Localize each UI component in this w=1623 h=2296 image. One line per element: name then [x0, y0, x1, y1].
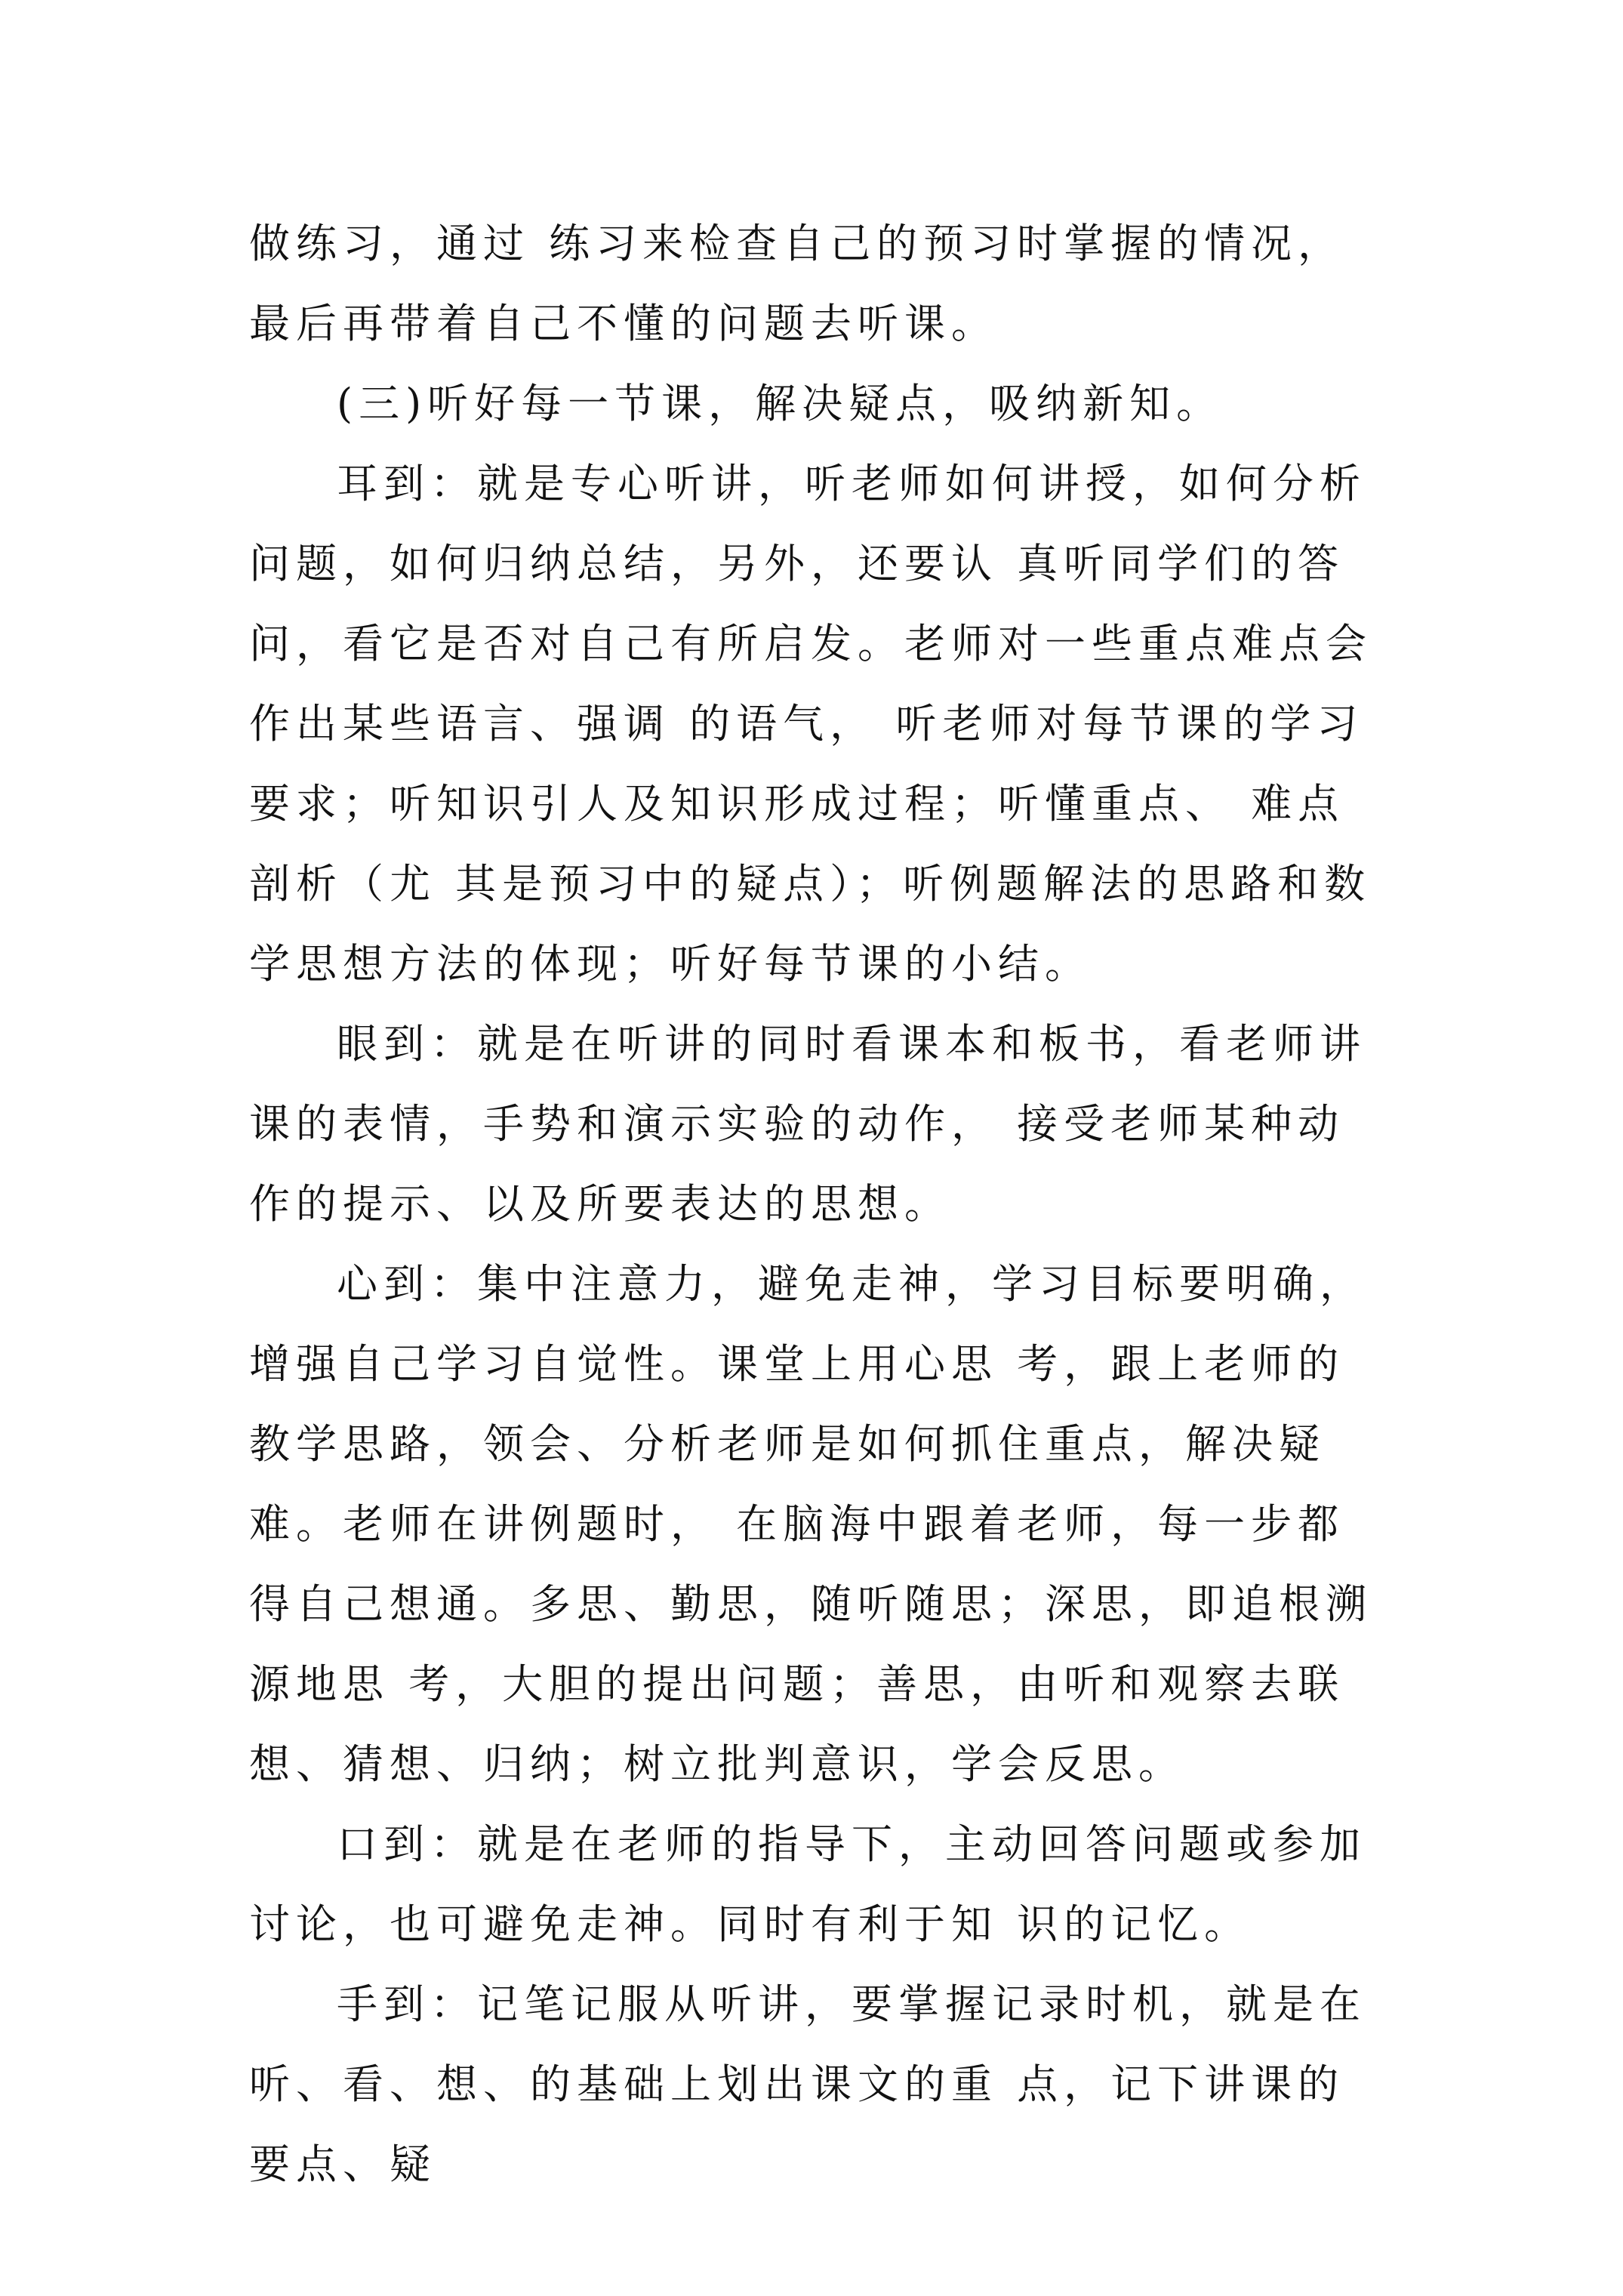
paragraph-heart: 心到：集中注意力，避免走神，学习目标要明确，增强自己学习自觉性。课堂上用心思 考，跟上老师的教学思路，领会、分析老师是如何抓住重点，解决疑难。老师在讲例题时， 在脑海中跟着老师，每一步都得自己想通。多思、勤思，随听随思；深思，即追根溯源地思 考，大胆的提出问题；善思，由听和观察去联想、猜想、归纳；树立批判意识，学会反思。 — [249, 1260, 1372, 1788]
paragraph-mouth: 口到：就是在老师的指导下，主动回答问题或参加讨论，也可避免走神。同时有利于知 识的记忆。 — [249, 1820, 1366, 1948]
paragraph-continuation: 做练习，通过 练习来检查自己的预习时掌握的情况，最后再带着自己不懂的问题去听课。 — [249, 220, 1345, 347]
paragraph-hands: 手到：记笔记服从听讲，要掌握记录时机，就是在听、看、想、的基础上划出课文的重 点，记下讲课的要点、疑 — [249, 1980, 1366, 2188]
body-text — [249, 204, 1389, 2205]
paragraph-ears: 耳到：就是专心听讲，听老师如何讲授，如何分析问题，如何归纳总结，另外，还要认 真听同学们的答问，看它是否对自己有所启发。老师对一些重点难点会作出某些语言、强调 的语气， 听老师对每节课的学习要求；听知识引人及知识形成过程；听懂重点、 难点剖析（尤 其是预习中的疑点）；听例题解法的思路和数学思想方法的体现；听好每节课的小结。 — [249, 460, 1372, 988]
paragraph-eyes: 眼到：就是在听讲的同时看课本和板书，看老师讲课的表情，手势和演示实验的动作， 接受老师某种动作的提示、以及所要表达的思想。 — [249, 1020, 1366, 1228]
paragraph-section-heading: (三)听好每一节课，解决疑点，吸纳新知。 — [337, 380, 1224, 427]
